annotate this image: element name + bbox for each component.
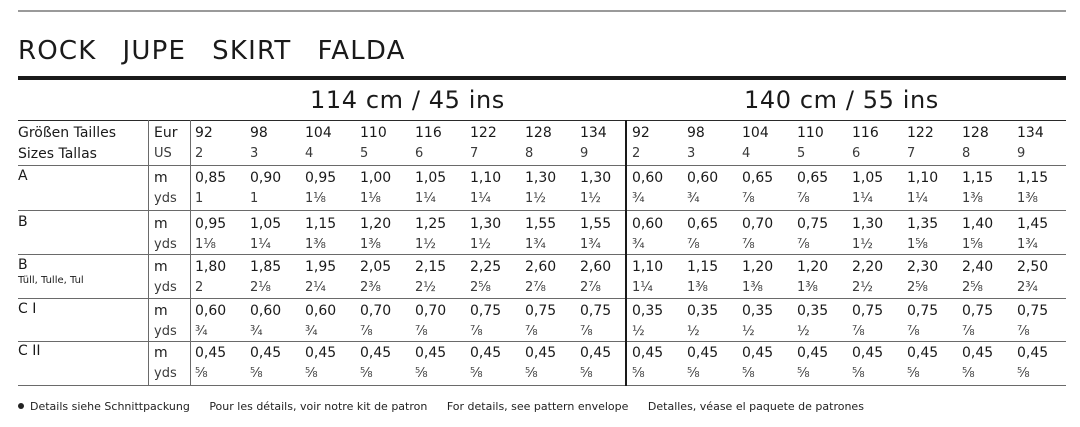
unit-m: m — [154, 303, 168, 319]
cell-yards: 1⅛ — [195, 237, 216, 252]
cell-meters: 1,30 — [470, 216, 502, 232]
size-us: 2 — [632, 146, 641, 161]
cell-meters: 0,45 — [632, 345, 664, 361]
cell-yards: ⅝ — [852, 366, 865, 381]
table-row-divider — [18, 254, 1066, 255]
cell-yards: ½ — [687, 324, 700, 339]
cell-meters: 2,25 — [470, 259, 502, 275]
cell-meters: 0,60 — [687, 170, 719, 186]
width-header-114: 114 cm / 45 ins — [310, 86, 505, 114]
page-title — [18, 36, 432, 66]
size-us: 8 — [962, 146, 971, 161]
cell-meters: 0,35 — [687, 303, 719, 319]
yardage-table — [18, 80, 1066, 386]
cell-yards: ½ — [797, 324, 810, 339]
cell-yards: ⅞ — [797, 237, 810, 252]
cell-yards: ⅝ — [907, 366, 920, 381]
cell-meters: 1,95 — [305, 259, 337, 275]
cell-meters: 0,65 — [742, 170, 774, 186]
cell-meters: 0,75 — [525, 303, 557, 319]
cell-yards: 1¼ — [907, 191, 928, 206]
cell-meters: 0,75 — [470, 303, 502, 319]
cell-meters: 0,45 — [852, 345, 884, 361]
cell-yards: ⅝ — [962, 366, 975, 381]
cell-yards: ⅞ — [907, 324, 920, 339]
cell-meters: 1,30 — [580, 170, 612, 186]
unit-m: m — [154, 345, 168, 361]
cell-yards: 1 — [250, 191, 259, 206]
row-label: C I — [18, 301, 37, 317]
cell-meters: 0,60 — [250, 303, 282, 319]
cell-meters: 0,45 — [360, 345, 392, 361]
cell-meters: 0,45 — [907, 345, 939, 361]
cell-meters: 2,50 — [1017, 259, 1049, 275]
cell-meters: 0,60 — [305, 303, 337, 319]
cell-meters: 1,00 — [360, 170, 392, 186]
cell-yards: 2¼ — [305, 280, 326, 295]
cell-meters: 0,75 — [907, 303, 939, 319]
size-eur: 92 — [632, 125, 650, 141]
cell-yards: 1½ — [525, 191, 546, 206]
cell-meters: 0,45 — [797, 345, 829, 361]
cell-yards: 1½ — [470, 237, 491, 252]
size-us: 3 — [250, 146, 259, 161]
cell-meters: 0,85 — [195, 170, 227, 186]
cell-meters: 0,45 — [195, 345, 227, 361]
cell-yards: ¾ — [250, 324, 263, 339]
size-column-divider — [190, 120, 191, 386]
unit-yds: yds — [154, 324, 177, 339]
cell-meters: 0,60 — [632, 216, 664, 232]
cell-meters: 1,20 — [360, 216, 392, 232]
size-us: 6 — [415, 146, 424, 161]
table-row-divider — [18, 210, 1066, 211]
cell-meters: 1,45 — [1017, 216, 1049, 232]
width-group-divider — [625, 120, 627, 386]
cell-yards: 1¼ — [632, 280, 653, 295]
cell-meters: 1,10 — [907, 170, 939, 186]
cell-yards: ⅞ — [525, 324, 538, 339]
cell-yards: 1⅜ — [962, 191, 983, 206]
bullet-icon — [18, 403, 24, 409]
cell-yards: 1⅝ — [907, 237, 928, 252]
cell-meters: 0,45 — [1017, 345, 1049, 361]
unit-yds: yds — [154, 280, 177, 295]
cell-meters: 0,75 — [1017, 303, 1049, 319]
cell-yards: 2 — [195, 280, 204, 295]
cell-meters: 0,45 — [742, 345, 774, 361]
row-label: B — [18, 257, 28, 273]
cell-yards: ⅝ — [415, 366, 428, 381]
footer-en: For details, see pattern envelope — [446, 400, 629, 413]
cell-yards: ⅞ — [742, 237, 755, 252]
cell-yards: ⅝ — [195, 366, 208, 381]
cell-meters: 1,25 — [415, 216, 447, 232]
footer-es: Detalles, véase el paquete de patrones — [647, 400, 864, 413]
cell-yards: 1 — [195, 191, 204, 206]
cell-meters: 0,45 — [525, 345, 557, 361]
size-eur: 128 — [962, 125, 989, 141]
cell-yards: ⅝ — [360, 366, 373, 381]
cell-meters: 0,35 — [742, 303, 774, 319]
size-eur: 104 — [742, 125, 769, 141]
cell-meters: 1,55 — [580, 216, 612, 232]
cell-meters: 1,85 — [250, 259, 282, 275]
cell-yards: 2⅞ — [525, 280, 546, 295]
table-row-divider — [18, 385, 1066, 386]
cell-meters: 1,55 — [525, 216, 557, 232]
footer-note — [18, 400, 880, 413]
cell-meters: 0,45 — [580, 345, 612, 361]
table-row-divider — [18, 298, 1066, 299]
cell-meters: 0,65 — [687, 216, 719, 232]
size-eur: 110 — [797, 125, 824, 141]
cell-meters: 0,95 — [305, 170, 337, 186]
cell-meters: 1,40 — [962, 216, 994, 232]
cell-yards: ⅞ — [470, 324, 483, 339]
cell-yards: ¾ — [632, 237, 645, 252]
title-word-en: SKIRT — [212, 36, 292, 66]
unit-column-divider — [148, 120, 149, 386]
unit-m: m — [154, 216, 168, 232]
size-eur: 134 — [580, 125, 607, 141]
cell-yards: ½ — [632, 324, 645, 339]
cell-meters: 1,15 — [305, 216, 337, 232]
table-row-divider — [18, 165, 1066, 166]
cell-meters: 1,80 — [195, 259, 227, 275]
cell-yards: 1⅜ — [305, 237, 326, 252]
cell-meters: 0,75 — [852, 303, 884, 319]
cell-yards: ⅝ — [525, 366, 538, 381]
cell-yards: ⅞ — [687, 237, 700, 252]
size-us: 4 — [305, 146, 314, 161]
cell-yards: 2⅝ — [907, 280, 928, 295]
width-header-140: 140 cm / 55 ins — [744, 86, 939, 114]
cell-meters: 0,75 — [962, 303, 994, 319]
cell-meters: 1,30 — [852, 216, 884, 232]
cell-yards: 1⅛ — [360, 191, 381, 206]
cell-meters: 0,45 — [250, 345, 282, 361]
cell-yards: ⅞ — [415, 324, 428, 339]
cell-meters: 1,05 — [415, 170, 447, 186]
cell-meters: 1,15 — [962, 170, 994, 186]
title-word-fr: JUPE — [122, 36, 187, 66]
cell-yards: ⅝ — [632, 366, 645, 381]
cell-yards: 1⅝ — [962, 237, 983, 252]
cell-yards: 2¾ — [1017, 280, 1038, 295]
cell-yards: ⅝ — [797, 366, 810, 381]
title-word-de: ROCK — [18, 36, 97, 66]
size-label-line1: Größen Tailles — [18, 125, 117, 141]
cell-meters: 1,15 — [1017, 170, 1049, 186]
row-label: B — [18, 214, 28, 230]
cell-meters: 2,05 — [360, 259, 392, 275]
cell-yards: ⅝ — [580, 366, 593, 381]
size-label-line2: Sizes Tallas — [18, 146, 97, 162]
cell-meters: 0,60 — [195, 303, 227, 319]
cell-yards: 1⅜ — [360, 237, 381, 252]
cell-meters: 0,35 — [632, 303, 664, 319]
cell-meters: 1,35 — [907, 216, 939, 232]
cell-meters: 0,45 — [415, 345, 447, 361]
cell-yards: ½ — [742, 324, 755, 339]
cell-meters: 2,60 — [580, 259, 612, 275]
row-sublabel: Tüll, Tulle, Tul — [18, 275, 84, 286]
footer-fr: Pour les détails, voir notre kit de patron — [209, 400, 428, 413]
cell-yards: 1⅛ — [305, 191, 326, 206]
size-us: 5 — [360, 146, 369, 161]
cell-meters: 0,45 — [687, 345, 719, 361]
cell-yards: ¾ — [195, 324, 208, 339]
cell-meters: 0,70 — [742, 216, 774, 232]
size-eur: 110 — [360, 125, 387, 141]
cell-meters: 0,90 — [250, 170, 282, 186]
cell-yards: 1⅜ — [1017, 191, 1038, 206]
cell-meters: 0,45 — [470, 345, 502, 361]
cell-meters: 1,15 — [687, 259, 719, 275]
cell-yards: 1¾ — [1017, 237, 1038, 252]
cell-yards: 1¾ — [580, 237, 601, 252]
cell-meters: 0,45 — [962, 345, 994, 361]
cell-yards: ¾ — [632, 191, 645, 206]
title-word-es: FALDA — [317, 36, 406, 66]
table-row-divider — [18, 120, 1066, 121]
cell-yards: 1½ — [580, 191, 601, 206]
cell-yards: 2⅝ — [470, 280, 491, 295]
size-eur: 116 — [852, 125, 879, 141]
cell-yards: 2½ — [852, 280, 873, 295]
cell-meters: 0,70 — [415, 303, 447, 319]
size-eur: 98 — [250, 125, 268, 141]
cell-yards: 1⅜ — [687, 280, 708, 295]
cell-yards: 1⅜ — [742, 280, 763, 295]
footer-de: Details siehe Schnittpackung — [30, 400, 190, 413]
size-eur: 98 — [687, 125, 705, 141]
unit-yds: yds — [154, 237, 177, 252]
cell-meters: 0,75 — [797, 216, 829, 232]
cell-meters: 2,20 — [852, 259, 884, 275]
unit-m: m — [154, 259, 168, 275]
cell-yards: 2⅝ — [962, 280, 983, 295]
row-label: A — [18, 168, 28, 184]
cell-meters: 0,95 — [195, 216, 227, 232]
cell-yards: ⅞ — [742, 191, 755, 206]
cell-meters: 1,20 — [742, 259, 774, 275]
cell-meters: 0,70 — [360, 303, 392, 319]
cell-meters: 0,65 — [797, 170, 829, 186]
cell-yards: 1¼ — [415, 191, 436, 206]
size-eur: 134 — [1017, 125, 1044, 141]
cell-yards: ⅝ — [1017, 366, 1030, 381]
cell-yards: 2⅛ — [250, 280, 271, 295]
cell-yards: 2½ — [415, 280, 436, 295]
size-us: 8 — [525, 146, 534, 161]
size-us: 9 — [1017, 146, 1026, 161]
cell-yards: 1⅜ — [797, 280, 818, 295]
cell-yards: ⅝ — [687, 366, 700, 381]
cell-yards: ⅞ — [360, 324, 373, 339]
cell-yards: 2⅜ — [360, 280, 381, 295]
size-us: 6 — [852, 146, 861, 161]
cell-yards: ⅝ — [250, 366, 263, 381]
cell-yards: ¾ — [305, 324, 318, 339]
cell-meters: 0,35 — [797, 303, 829, 319]
cell-yards: 1½ — [415, 237, 436, 252]
size-eur: 116 — [415, 125, 442, 141]
cell-yards: 1½ — [852, 237, 873, 252]
eur-label: Eur — [154, 125, 178, 141]
cell-yards: ⅞ — [962, 324, 975, 339]
cell-yards: ⅞ — [797, 191, 810, 206]
cell-yards: ⅝ — [470, 366, 483, 381]
cell-meters: 0,45 — [305, 345, 337, 361]
cell-yards: ⅞ — [1017, 324, 1030, 339]
unit-yds: yds — [154, 191, 177, 206]
cell-meters: 0,75 — [580, 303, 612, 319]
size-us: 9 — [580, 146, 589, 161]
unit-m: m — [154, 170, 168, 186]
size-us: 2 — [195, 146, 204, 161]
cell-yards: 2⅞ — [580, 280, 601, 295]
cell-meters: 1,30 — [525, 170, 557, 186]
size-us: 7 — [907, 146, 916, 161]
size-eur: 122 — [470, 125, 497, 141]
size-eur: 122 — [907, 125, 934, 141]
cell-yards: ⅝ — [305, 366, 318, 381]
cell-meters: 2,60 — [525, 259, 557, 275]
cell-yards: ⅞ — [580, 324, 593, 339]
cell-meters: 2,15 — [415, 259, 447, 275]
size-eur: 92 — [195, 125, 213, 141]
size-eur: 128 — [525, 125, 552, 141]
size-us: 7 — [470, 146, 479, 161]
size-us: 5 — [797, 146, 806, 161]
cell-yards: ¾ — [687, 191, 700, 206]
cell-meters: 2,30 — [907, 259, 939, 275]
cell-yards: ⅞ — [852, 324, 865, 339]
cell-meters: 0,60 — [632, 170, 664, 186]
cell-meters: 1,05 — [250, 216, 282, 232]
cell-yards: 1¾ — [525, 237, 546, 252]
cell-meters: 1,10 — [632, 259, 664, 275]
cell-yards: 1¼ — [470, 191, 491, 206]
cell-yards: ⅝ — [742, 366, 755, 381]
size-eur: 104 — [305, 125, 332, 141]
size-us: 4 — [742, 146, 751, 161]
row-label: C II — [18, 343, 41, 359]
cell-meters: 1,05 — [852, 170, 884, 186]
cell-meters: 1,20 — [797, 259, 829, 275]
top-rule — [18, 10, 1066, 12]
us-label: US — [154, 146, 172, 161]
cell-meters: 2,40 — [962, 259, 994, 275]
size-us: 3 — [687, 146, 696, 161]
cell-yards: 1¼ — [250, 237, 271, 252]
cell-meters: 1,10 — [470, 170, 502, 186]
table-row-divider — [18, 341, 1066, 342]
cell-yards: 1¼ — [852, 191, 873, 206]
unit-yds: yds — [154, 366, 177, 381]
